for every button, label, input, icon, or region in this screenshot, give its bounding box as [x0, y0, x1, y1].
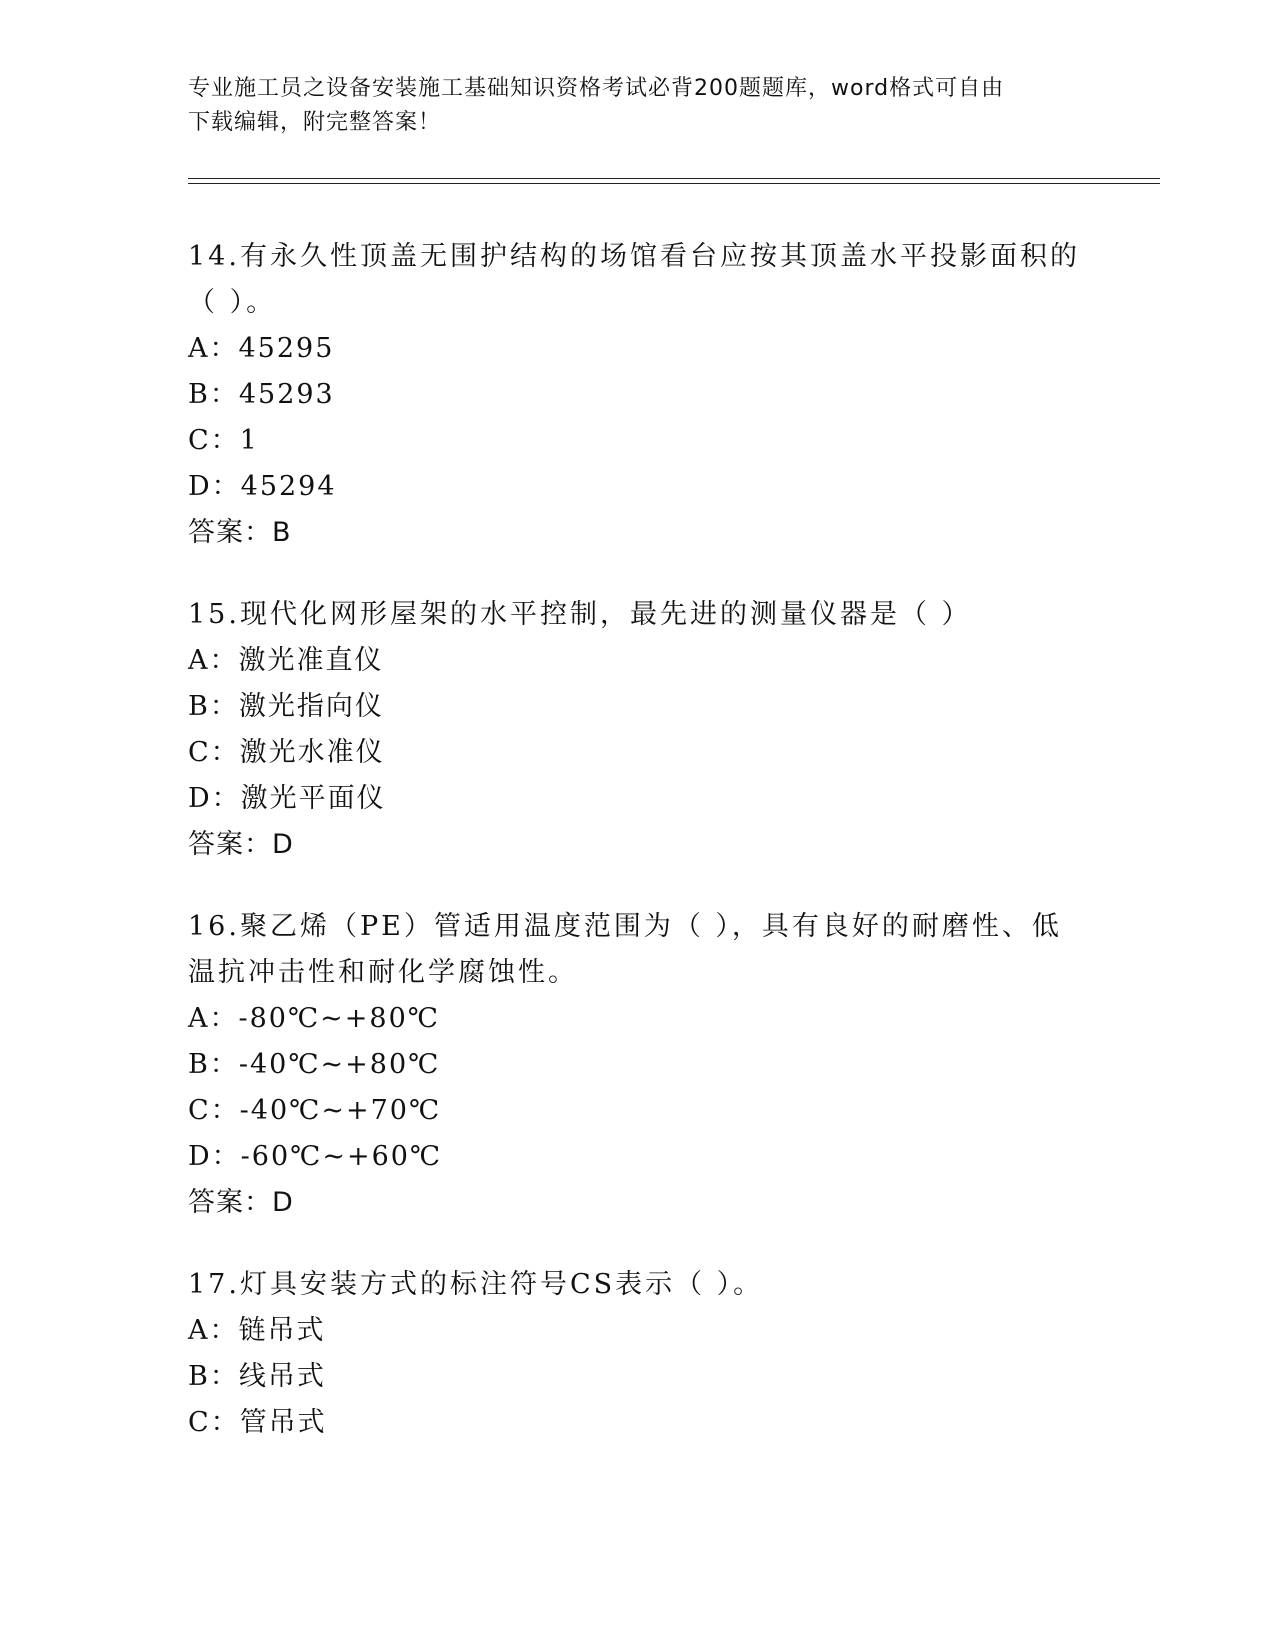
option-b: B：45293: [188, 379, 335, 410]
option-d: D：45294: [188, 471, 337, 502]
option-d: D：激光平面仪: [188, 783, 386, 814]
option-b: B：线吊式: [188, 1361, 326, 1392]
answer-line: 答案：D: [188, 1187, 294, 1218]
option-a: A：激光准直仪: [188, 645, 384, 676]
option-b: B：激光指向仪: [188, 691, 384, 722]
question-stem: 14.有永久性顶盖无围护结构的场馆看台应按其顶盖水平投影面积的（ ）。: [188, 241, 1080, 318]
option-c: C：-40℃~+70℃: [188, 1095, 442, 1126]
header-divider-bottom: [188, 183, 1160, 184]
answer-line: 答案：D: [188, 829, 294, 860]
header-divider-top: [188, 178, 1160, 179]
question-stem: 17.灯具安装方式的标注符号CS表示（ ）。: [188, 1269, 764, 1300]
question-16: [188, 904, 1088, 1226]
question-stem: 15.现代化网形屋架的水平控制，最先进的测量仪器是（ ）: [188, 599, 972, 630]
question-17: [188, 1262, 1088, 1446]
option-a: A：45295: [188, 333, 335, 364]
option-c: C：激光水准仪: [188, 737, 385, 768]
document-header: [188, 72, 1088, 140]
answer-line: 答案：B: [188, 517, 292, 548]
question-stem: 16.聚乙烯（PE）管适用温度范围为（ ），具有良好的耐磨性、低温抗冲击性和耐化学腐蚀性。: [188, 911, 1062, 988]
header-line-2: 下载编辑，附完整答案！: [188, 110, 442, 135]
option-d: D：-60℃~+60℃: [188, 1141, 443, 1172]
option-c: C：1: [188, 425, 259, 456]
option-b: B：-40℃~+80℃: [188, 1049, 441, 1080]
question-15: [188, 592, 1088, 868]
option-a: A：链吊式: [188, 1315, 326, 1346]
option-c: C：管吊式: [188, 1407, 327, 1438]
option-a: A：-80℃~+80℃: [188, 1003, 440, 1034]
header-line-1: 专业施工员之设备安装施工基础知识资格考试必背200题题库，word格式可自由: [188, 76, 1005, 101]
question-14: [188, 234, 1088, 556]
question-list: [188, 234, 1088, 1482]
